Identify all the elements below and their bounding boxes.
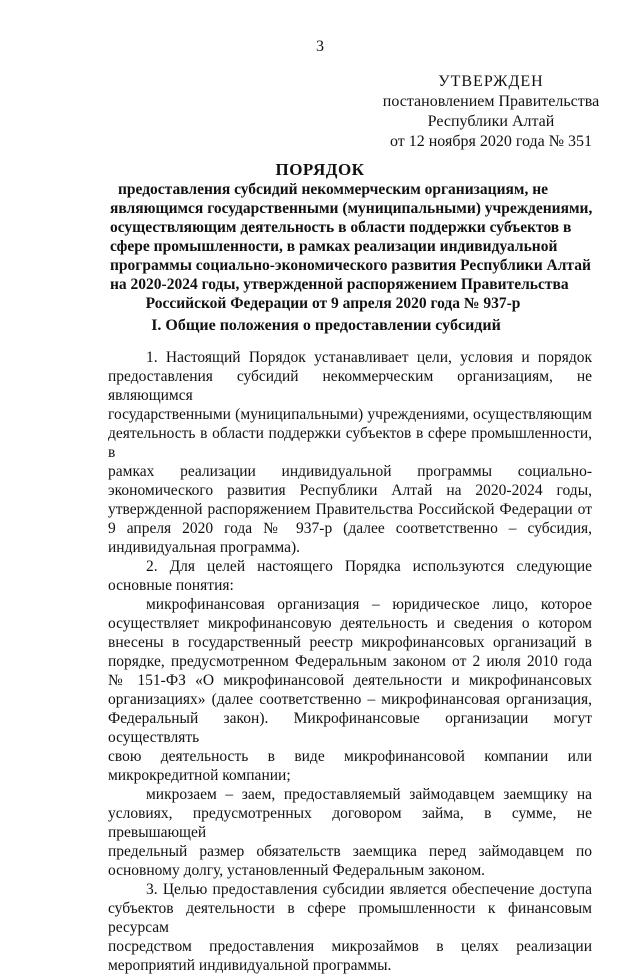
paragraph-line: государственными (муниципальными) учреждениями, осуществляющим: [108, 406, 592, 423]
paragraph-line: свою деятельность в виде микрофинансовой компании или: [108, 748, 592, 765]
section-heading: I. Общие положения о предоставлении субсидий: [151, 317, 501, 334]
approval-line: Республики Алтай: [427, 113, 555, 130]
paragraph-line: порядке, предусмотренном Федеральным законом от 2 июля 2010 года: [108, 653, 592, 670]
paragraph-line: 1. Настоящий Порядок устанавливает цели, условия и порядок: [146, 349, 592, 366]
approval-block: [360, 72, 622, 152]
paragraph-line: утвержденной распоряжением Правительства Российской Федерации от: [108, 501, 592, 518]
subtitle-line: сфере промышленности, в рамках реализации индивидуальной: [110, 238, 558, 255]
subtitle-line: являющимся государственными (муниципальными) учреждениями,: [110, 200, 593, 217]
subtitle-line: программы социально-экономического развития Республики Алтай: [110, 257, 591, 274]
paragraph-line: микрокредитной компании;: [108, 767, 291, 784]
approval-line: от 12 ноября 2020 года № 351: [389, 133, 593, 150]
paragraph-line: 2. Для целей настоящего Порядка используются следующие: [146, 558, 592, 575]
subtitle-line: осуществляющим деятельность в области поддержки субъектов в: [110, 219, 572, 236]
document-title: ПОРЯДОК: [275, 160, 365, 179]
paragraph-line: мероприятий индивидуальной программы.: [108, 957, 392, 974]
paragraph-line: 9 апреля 2020 года № 937-р (далее соответственно – субсидия,: [108, 520, 592, 537]
paragraph-line: микрофинансовая организация – юридическое лицо, которое: [146, 596, 592, 613]
paragraph-line: Федеральный закон). Микрофинансовые организации могут осуществлять: [108, 710, 592, 746]
subtitle-line: на 2020-2024 годы, утвержденной распоряжением Правительства: [110, 276, 569, 293]
document-subtitle: [110, 180, 593, 313]
paragraph-line: № 151-ФЗ «О микрофинансовой деятельности и микрофинансовых: [108, 672, 592, 689]
paragraph-line: рамках реализации индивидуальной программы социально-: [108, 463, 592, 480]
approval-line: постановлением Правительства: [382, 93, 600, 110]
page-number: 3: [316, 38, 324, 55]
paragraph-line: деятельность в области поддержки субъектов в сфере промышленности, в: [108, 425, 592, 461]
paragraph-line: внесены в государственный реестр микрофинансовых организаций в: [108, 634, 592, 651]
subtitle-line: Российской Федерации от 9 апреля 2020 года № 937-р: [145, 295, 521, 312]
paragraph-line: экономического развития Республики Алтай на 2020-2024 годы,: [108, 482, 592, 499]
body-text: [108, 348, 592, 975]
paragraph-line: организациях» (далее соответственно – микрофинансовая организация,: [108, 691, 592, 708]
paragraph-line: осуществляет микрофинансовую деятельность и сведения о котором: [108, 615, 592, 632]
paragraph-line: микрозаем – заем, предоставляемый займодавцем заемщику на: [146, 786, 592, 803]
paragraph-line: условиях, предусмотренных договором займа, в сумме, не превышающей: [108, 805, 592, 841]
paragraph-line: 3. Целью предоставления субсидии является обеспечение доступа: [146, 881, 592, 898]
approval-stamp: УТВЕРЖДЕН: [438, 73, 544, 90]
paragraph-line: основному долгу, установленный Федеральным законом.: [108, 862, 486, 879]
paragraph-line: субъектов деятельности в сфере промышленности к финансовым ресурсам: [108, 900, 592, 936]
paragraph-line: предельный размер обязательств заемщика перед займодавцем по: [108, 843, 592, 860]
paragraph-line: посредством предоставления микрозаймов в целях реализации: [108, 938, 592, 955]
paragraph-line: предоставления субсидий некоммерческим организациям, не являющимся: [108, 368, 592, 404]
paragraph-line: основные понятия:: [108, 577, 234, 594]
paragraph-line: индивидуальная программа).: [108, 539, 301, 556]
subtitle-line: предоставления субсидий некоммерческим организациям, не: [117, 181, 549, 198]
